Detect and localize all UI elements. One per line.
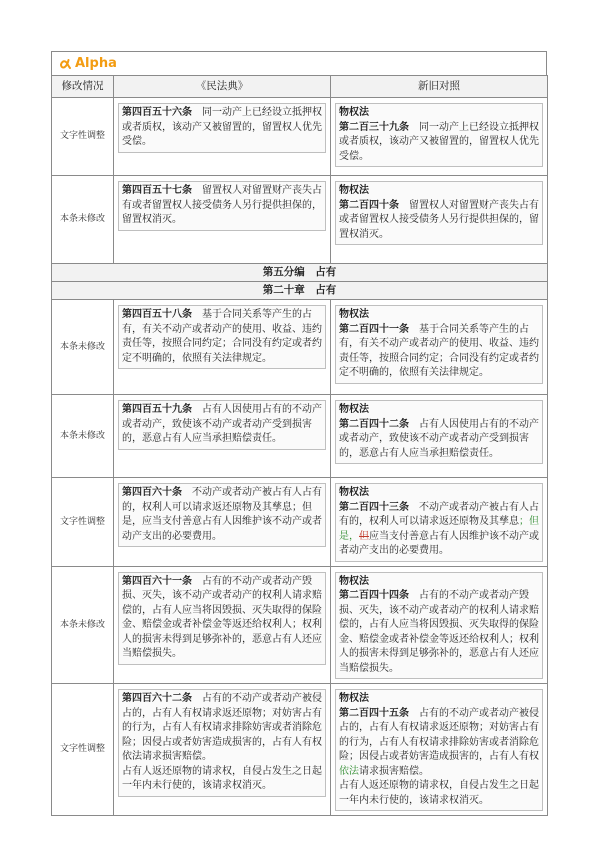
civil-code-cell xyxy=(114,684,331,816)
inserted-text: 依法 xyxy=(339,765,359,777)
brand-name: Alpha xyxy=(75,56,117,71)
table-row xyxy=(52,566,548,684)
comparison-cell xyxy=(331,566,548,684)
deleted-text: 但 xyxy=(359,530,369,542)
status-cell: 本条未修改 xyxy=(52,395,114,478)
table-row xyxy=(52,300,548,395)
header-status: 修改情况 xyxy=(52,76,114,98)
comparison-cell xyxy=(331,98,548,176)
civil-code-cell xyxy=(114,176,331,264)
article-text: 第四百五十六条 同一动产上已经设立抵押权或者质权，该动产又被留置的，留置权人优先受偿。 xyxy=(118,103,326,153)
civil-code-cell xyxy=(114,395,331,478)
document-page xyxy=(51,51,547,816)
status-cell: 本条未修改 xyxy=(52,300,114,395)
article-text: 物权法 第二百四十四条 占有的不动产或者动产毁损、灭失，该不动产或者动产的权利人请求赔偿的，占有人应当将因毁损、灭失取得的保险金、赔偿金或者补偿金等返还给权利人；权利人的损害未得到足够弥补的，恶意占有人还应当赔偿损失。 xyxy=(335,572,543,680)
table-row xyxy=(52,684,548,816)
header-comparison: 新旧对照 xyxy=(331,76,548,98)
civil-code-cell xyxy=(114,478,331,567)
section-heading-row xyxy=(52,264,548,282)
article-text: 物权法 第二百四十条 留置权人对留置财产丧失占有或者留置权人接受债务人另行提供担保的，留置权消灭。 xyxy=(335,181,543,245)
article-text: 第四百六十一条 占有的不动产或者动产毁损、灭失，该不动产或者动产的权利人请求赔偿的，占有人应当将因毁损、灭失取得的保险金、赔偿金或者补偿金等返还给权利人；权利人的损害未得到足够弥补的，恶意占有人还应当赔偿损失。 xyxy=(118,572,326,665)
article-text: 物权法 第二百三十九条 同一动产上已经设立抵押权或者质权，该动产又被留置的，留置权人优先受偿。 xyxy=(335,103,543,167)
article-text: 第四百六十二条 占有的不动产或者动产被侵占的，占有人有权请求返还原物；对妨害占有的行为，占有人有权请求排除妨害或者消除危险；因侵占或者妨害造成损害的，占有人有权依法请求损害赔偿。 占有人返还原物的请求权，自侵占发生之日起一年内未行使的，该请求权消灭。 xyxy=(118,689,326,797)
civil-code-cell xyxy=(114,300,331,395)
civil-code-cell xyxy=(114,566,331,684)
table-row xyxy=(52,98,548,176)
table-row xyxy=(52,478,548,567)
brand-bar xyxy=(51,51,547,75)
article-text: 第四百五十九条 占有人因使用占有的不动产或者动产，致使该不动产或者动产受到损害的，恶意占有人应当承担赔偿责任。 xyxy=(118,400,326,450)
article-text: 物权法 第二百四十三条 不动产或者动产被占有人占有的，权利人可以请求返还原物及其孳息；但是，但应当支付善意占有人因维护该不动产或者动产支出的必要费用。 xyxy=(335,483,543,562)
alpha-logo-icon xyxy=(58,57,72,71)
section-heading: 第五分编 占有 xyxy=(52,264,548,282)
header-civil-code: 《民法典》 xyxy=(114,76,331,98)
article-text: 第四百五十七条 留置权人对留置财产丧失占有或者留置权人接受债务人另行提供担保的，留置权消灭。 xyxy=(118,181,326,231)
article-text: 第四百六十条 不动产或者动产被占有人占有的，权利人可以请求返还原物及其孳息；但是，应当支付善意占有人因维护该不动产或者动产支出的必要费用。 xyxy=(118,483,326,547)
brand-logo xyxy=(58,56,117,71)
article-text: 物权法 第二百四十五条 占有的不动产或者动产被侵占的，占有人有权请求返还原物；对妨害占有的行为，占有人有权请求排除妨害或者消除危险；因侵占或者妨害造成损害的，占有人有权依法请求损害赔偿。 占有人返还原物的请求权，自侵占发生之日起一年内未行使的，该请求权消灭。 xyxy=(335,689,543,811)
article-text: 物权法 第二百四十二条 占有人因使用占有的不动产或者动产，致使该不动产或者动产受到损害的，恶意占有人应当承担赔偿责任。 xyxy=(335,400,543,464)
article-text: 第四百五十八条 基于合同关系等产生的占有，有关不动产或者动产的使用、收益、违约责任等，按照合同约定；合同没有约定或者约定不明确的，依照有关法律规定。 xyxy=(118,305,326,369)
status-cell: 文字性调整 xyxy=(52,98,114,176)
comparison-table xyxy=(51,75,548,816)
status-cell: 文字性调整 xyxy=(52,478,114,567)
article-text: 物权法 第二百四十一条 基于合同关系等产生的占有，有关不动产或者动产的使用、收益、违约责任等，按照合同约定；合同没有约定或者约定不明确的，依照有关法律规定。 xyxy=(335,305,543,384)
civil-code-cell xyxy=(114,98,331,176)
comparison-cell xyxy=(331,176,548,264)
inserted-text: ；但是， xyxy=(339,516,539,542)
comparison-cell xyxy=(331,395,548,478)
status-cell: 本条未修改 xyxy=(52,176,114,264)
chapter-heading: 第二十章 占有 xyxy=(52,282,548,300)
table-header-row xyxy=(52,76,548,98)
status-cell: 本条未修改 xyxy=(52,566,114,684)
chapter-heading-row xyxy=(52,282,548,300)
comparison-cell xyxy=(331,300,548,395)
status-cell: 文字性调整 xyxy=(52,684,114,816)
comparison-cell xyxy=(331,684,548,816)
table-row xyxy=(52,395,548,478)
table-row xyxy=(52,176,548,264)
comparison-cell xyxy=(331,478,548,567)
